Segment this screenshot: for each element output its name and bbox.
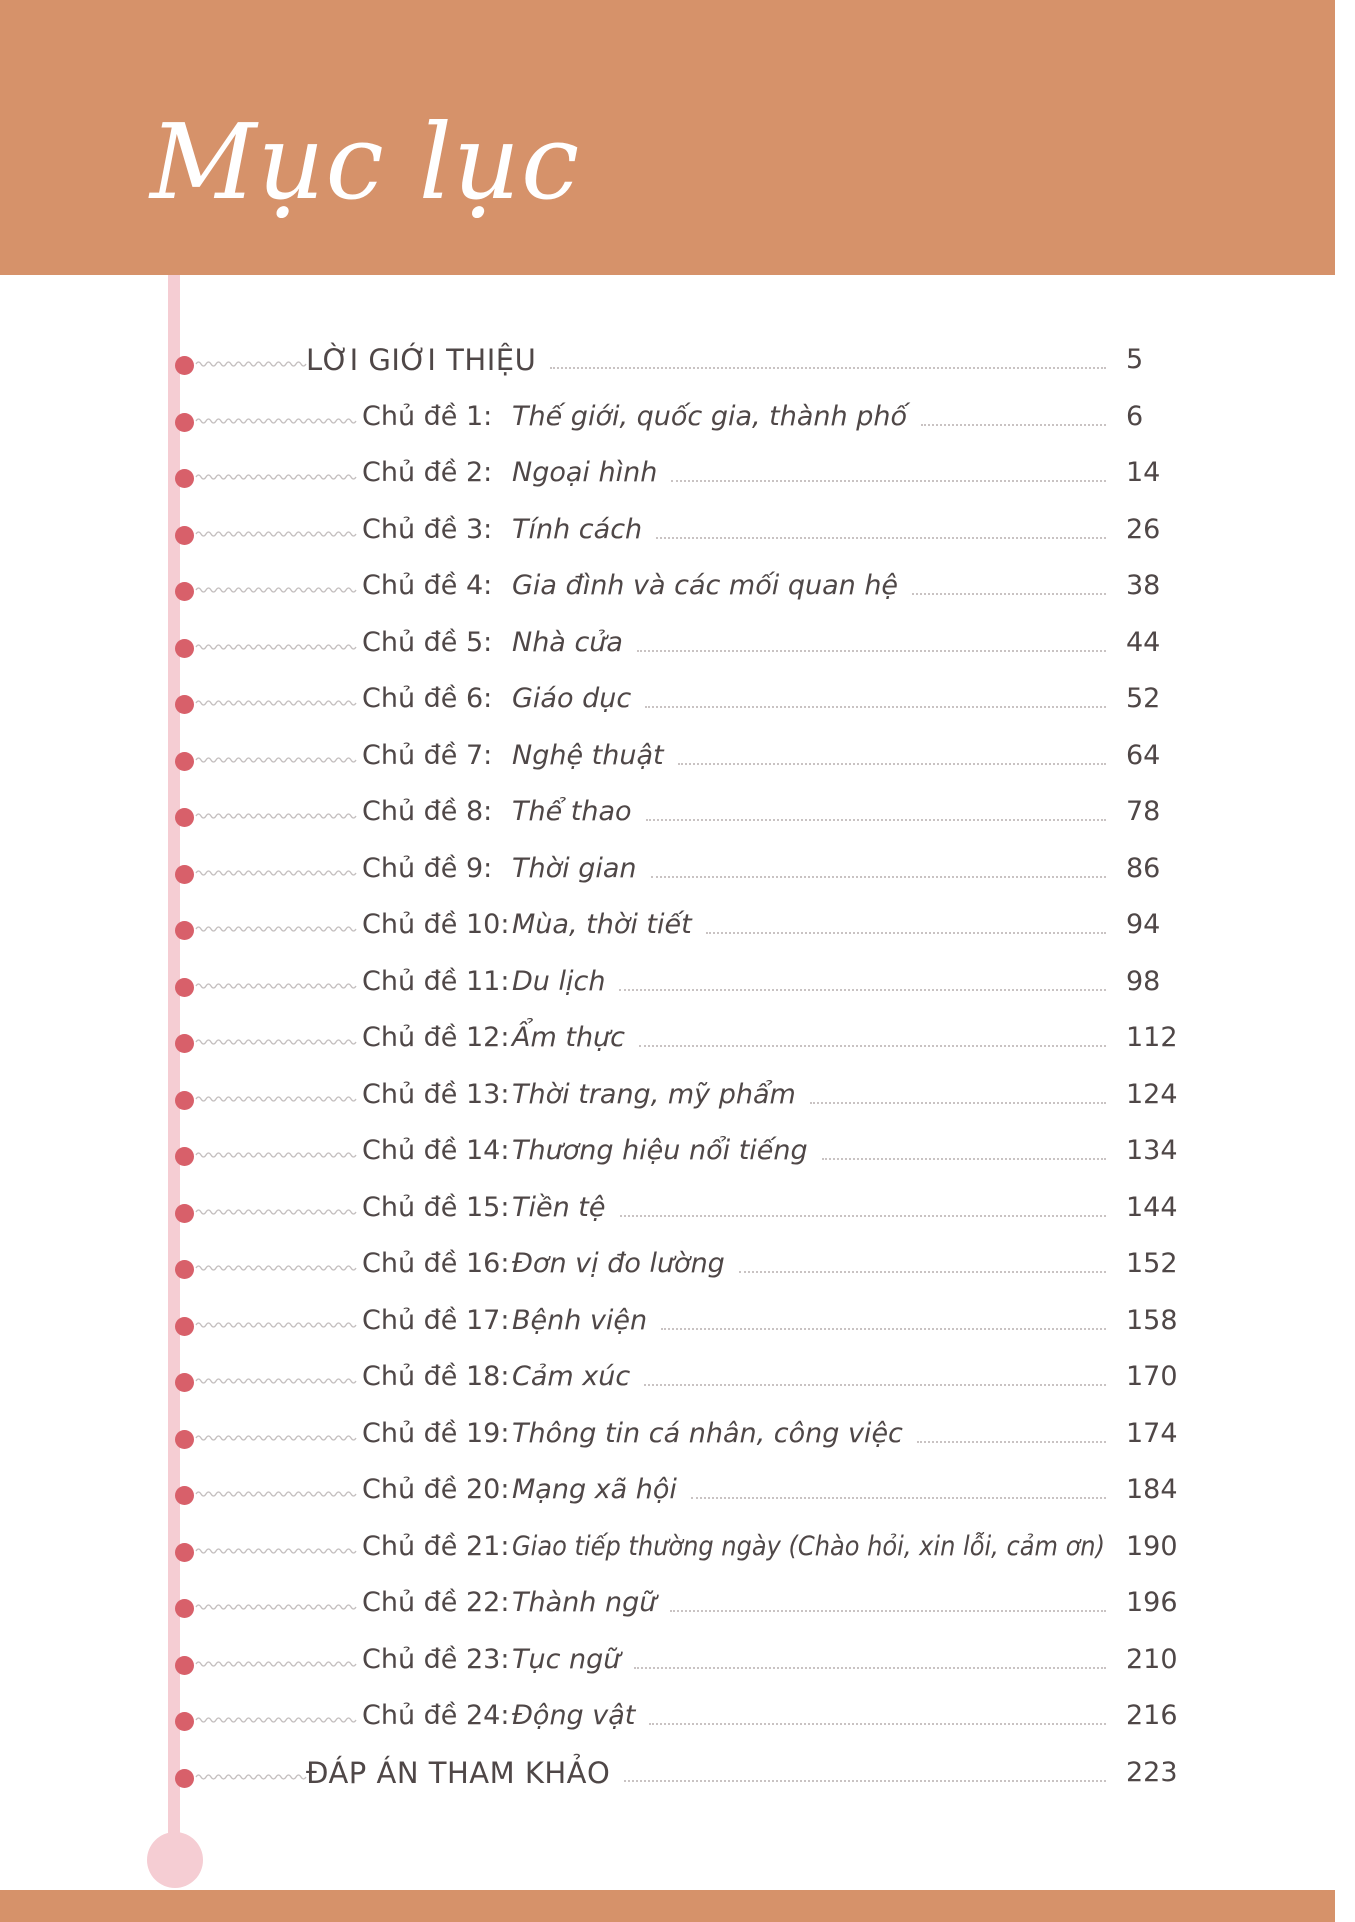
chapter-number: Chủ đề 21: — [362, 1531, 510, 1562]
page-number: 124 — [1126, 1079, 1178, 1110]
dot-leader — [691, 1497, 1106, 1499]
wave-connector-icon — [196, 922, 356, 936]
chapter-topic: Nghệ thuật — [512, 740, 664, 771]
bullet-dot — [175, 1543, 194, 1562]
bullet-dot — [175, 921, 194, 940]
bullet-dot — [175, 1656, 194, 1675]
page-number: 64 — [1126, 740, 1161, 771]
chapter-number: Chủ đề 19: — [362, 1418, 510, 1449]
chapter-topic: Du lịch — [512, 966, 606, 997]
page-number: 5 — [1126, 344, 1144, 375]
bullet-dot — [175, 1769, 194, 1788]
toc-chapter-entry[interactable] — [0, 1411, 1355, 1467]
toc-chapter-entry[interactable] — [0, 1298, 1355, 1354]
chapter-topic: Thế giới, quốc gia, thành phố — [512, 401, 907, 432]
dot-leader — [917, 1441, 1106, 1443]
page-number: 158 — [1126, 1305, 1178, 1336]
page-number: 86 — [1126, 853, 1161, 884]
dot-leader — [810, 1102, 1106, 1104]
dot-leader — [670, 1610, 1106, 1612]
bullet-dot — [175, 1486, 194, 1505]
wave-connector-icon — [196, 1600, 356, 1614]
bullet-dot — [175, 1147, 194, 1166]
page-number: 44 — [1126, 627, 1161, 658]
toc-chapter-entry[interactable] — [0, 789, 1355, 845]
chapter-number: Chủ đề 5: — [362, 627, 493, 658]
dot-leader — [822, 1158, 1106, 1160]
page-number: 26 — [1126, 514, 1161, 545]
chapter-topic: Mạng xã hội — [512, 1474, 677, 1505]
chapter-topic: Gia đình và các mối quan hệ — [512, 570, 899, 601]
wave-connector-icon — [196, 640, 356, 654]
dot-leader — [634, 1667, 1106, 1669]
bullet-dot — [175, 1317, 194, 1336]
chapter-number: Chủ đề 18: — [362, 1361, 510, 1392]
chapter-number: Chủ đề 3: — [362, 514, 493, 545]
toc-chapter-entry[interactable] — [0, 1467, 1355, 1523]
wave-connector-icon — [196, 1657, 356, 1671]
wave-connector-icon — [196, 696, 356, 710]
dot-leader — [550, 367, 1106, 369]
page-number: 6 — [1126, 401, 1144, 432]
toc-chapter-entry[interactable] — [0, 450, 1355, 506]
wave-connector-icon — [196, 357, 298, 371]
dot-leader — [649, 1723, 1106, 1725]
wave-connector-icon — [196, 414, 356, 428]
toc-chapter-entry[interactable] — [0, 394, 1355, 450]
chapter-topic: Giao tiếp thường ngày (Chào hỏi, xin lỗi, cảm ơn) — [512, 1531, 1105, 1562]
page-number: 216 — [1126, 1700, 1178, 1731]
toc-chapter-entry[interactable] — [0, 1185, 1355, 1241]
chapter-topic: Động vật — [512, 1700, 636, 1731]
wave-connector-icon — [196, 1318, 356, 1332]
bullet-dot — [175, 1091, 194, 1110]
chapter-topic: Thời gian — [512, 853, 637, 884]
chapter-topic: Thể thao — [512, 796, 632, 827]
chapter-topic: Thương hiệu nổi tiếng — [512, 1135, 808, 1166]
bullet-dot — [175, 356, 194, 375]
bullet-dot — [175, 526, 194, 545]
chapter-number: Chủ đề 13: — [362, 1079, 510, 1110]
bullet-dot — [175, 978, 194, 997]
wave-connector-icon — [196, 527, 356, 541]
page-number: 223 — [1126, 1757, 1178, 1788]
dot-leader — [656, 537, 1106, 539]
chapter-number: Chủ đề 23: — [362, 1644, 510, 1675]
chapter-number: Chủ đề 22: — [362, 1587, 510, 1618]
page-number: 52 — [1126, 683, 1161, 714]
page-number: 174 — [1126, 1418, 1178, 1449]
chapter-topic: Tiền tệ — [512, 1192, 606, 1223]
toc-chapter-entry[interactable] — [0, 676, 1355, 732]
dot-leader — [651, 876, 1106, 878]
chapter-topic: Bệnh viện — [512, 1305, 648, 1336]
toc-chapter-entry[interactable] — [0, 1072, 1355, 1128]
chapter-number: Chủ đề 11: — [362, 966, 510, 997]
dot-leader — [661, 1328, 1106, 1330]
dot-leader — [620, 1215, 1106, 1217]
wave-connector-icon — [196, 979, 356, 993]
chapter-topic: Tính cách — [512, 514, 643, 545]
chapter-topic: Cảm xúc — [512, 1361, 631, 1392]
toc-chapter-entry[interactable] — [0, 507, 1355, 563]
toc-chapter-entry[interactable] — [0, 1637, 1355, 1693]
page-number: 14 — [1126, 457, 1161, 488]
page-title: Mục lục — [150, 101, 581, 223]
wave-connector-icon — [196, 1092, 356, 1106]
chapter-number: Chủ đề 1: — [362, 401, 493, 432]
chapter-number: Chủ đề 7: — [362, 740, 493, 771]
wave-connector-icon — [196, 583, 356, 597]
toc-chapter-entry[interactable] — [0, 733, 1355, 789]
dot-leader — [637, 650, 1106, 652]
chapter-topic: Mùa, thời tiết — [512, 909, 692, 940]
bullet-dot — [175, 695, 194, 714]
bullet-dot — [175, 1373, 194, 1392]
wave-connector-icon — [196, 1205, 356, 1219]
page-number: 112 — [1126, 1022, 1178, 1053]
chapter-number: Chủ đề 4: — [362, 570, 493, 601]
dot-leader — [644, 1384, 1106, 1386]
bullet-dot — [175, 1034, 194, 1053]
bullet-dot — [175, 1260, 194, 1279]
chapter-topic: Thông tin cá nhân, công việc — [512, 1418, 903, 1449]
dot-leader — [645, 706, 1106, 708]
toc-chapter-entry[interactable] — [0, 1241, 1355, 1297]
chapter-topic: Thành ngữ — [512, 1587, 657, 1618]
toc-chapter-entry[interactable] — [0, 1354, 1355, 1410]
dot-leader — [921, 424, 1106, 426]
page-number: 144 — [1126, 1192, 1178, 1223]
page-number: 78 — [1126, 796, 1161, 827]
page-number: 184 — [1126, 1474, 1178, 1505]
chapter-topic: Thời trang, mỹ phẩm — [512, 1079, 796, 1110]
toc-chapter-entry[interactable] — [0, 902, 1355, 958]
toc-chapter-entry[interactable] — [0, 620, 1355, 676]
dot-leader — [912, 593, 1106, 595]
chapter-number: Chủ đề 17: — [362, 1305, 510, 1336]
wave-connector-icon — [196, 1770, 298, 1784]
toc-chapter-entry[interactable] — [0, 959, 1355, 1015]
dot-leader — [739, 1271, 1106, 1273]
page-number: 38 — [1126, 570, 1161, 601]
chapter-number: Chủ đề 14: — [362, 1135, 510, 1166]
chapter-number: Chủ đề 15: — [362, 1192, 510, 1223]
page-number: 190 — [1126, 1531, 1178, 1562]
page-number: 134 — [1126, 1135, 1178, 1166]
chapter-topic: Nhà cửa — [512, 627, 623, 658]
toc-answers-entry[interactable] — [0, 1750, 1355, 1806]
toc-chapter-entry[interactable] — [0, 1580, 1355, 1636]
wave-connector-icon — [196, 1487, 356, 1501]
dot-leader — [619, 989, 1106, 991]
page-number: 98 — [1126, 966, 1161, 997]
toc-chapter-entry[interactable] — [0, 1015, 1355, 1071]
bullet-dot — [175, 413, 194, 432]
bullet-dot — [175, 808, 194, 827]
chapter-topic: Ẩm thực — [512, 1022, 626, 1053]
chapter-number: Chủ đề 9: — [362, 853, 493, 884]
wave-connector-icon — [196, 1431, 356, 1445]
wave-connector-icon — [196, 470, 356, 484]
dot-leader — [671, 480, 1106, 482]
bullet-dot — [175, 469, 194, 488]
dot-leader — [706, 932, 1106, 934]
chapter-number: Chủ đề 16: — [362, 1248, 510, 1279]
wave-connector-icon — [196, 809, 356, 823]
dot-leader — [646, 819, 1106, 821]
chapter-number: Chủ đề 20: — [362, 1474, 510, 1505]
toc-chapter-entry[interactable] — [0, 1128, 1355, 1184]
wave-connector-icon — [196, 1713, 356, 1727]
section-label: LỜI GIỚI THIỆU — [306, 343, 537, 377]
page-number: 170 — [1126, 1361, 1178, 1392]
dot-leader — [624, 1780, 1106, 1782]
wave-connector-icon — [196, 1374, 356, 1388]
chapter-topic: Tục ngữ — [512, 1644, 621, 1675]
wave-connector-icon — [196, 1035, 356, 1049]
dot-leader — [639, 1045, 1106, 1047]
bullet-dot — [175, 1204, 194, 1223]
chapter-number: Chủ đề 8: — [362, 796, 493, 827]
bullet-dot — [175, 865, 194, 884]
bullet-dot — [175, 752, 194, 771]
chapter-topic: Ngoại hình — [512, 457, 658, 488]
wave-connector-icon — [196, 1148, 356, 1162]
page-number: 210 — [1126, 1644, 1178, 1675]
page-number: 196 — [1126, 1587, 1178, 1618]
toc-chapter-entry[interactable] — [0, 1693, 1355, 1749]
bullet-dot — [175, 639, 194, 658]
toc-chapter-entry[interactable] — [0, 1524, 1355, 1580]
bullet-dot — [175, 1599, 194, 1618]
toc-intro-entry[interactable] — [0, 337, 1355, 393]
wave-connector-icon — [196, 1544, 356, 1558]
chapter-number: Chủ đề 6: — [362, 683, 493, 714]
dot-leader — [678, 763, 1106, 765]
bullet-dot — [175, 1430, 194, 1449]
bullet-dot — [175, 1712, 194, 1731]
chapter-topic: Đơn vị đo lường — [512, 1248, 725, 1279]
page-number: 94 — [1126, 909, 1161, 940]
chapter-number: Chủ đề 24: — [362, 1700, 510, 1731]
wave-connector-icon — [196, 753, 356, 767]
bullet-dot — [175, 582, 194, 601]
toc-chapter-entry[interactable] — [0, 846, 1355, 902]
wave-connector-icon — [196, 1261, 356, 1275]
wave-connector-icon — [196, 866, 356, 880]
chapter-topic: Giáo dục — [512, 683, 632, 714]
section-label: ĐÁP ÁN THAM KHẢO — [306, 1756, 611, 1790]
chapter-number: Chủ đề 2: — [362, 457, 493, 488]
chapter-number: Chủ đề 10: — [362, 909, 510, 940]
page-number: 152 — [1126, 1248, 1178, 1279]
chapter-number: Chủ đề 12: — [362, 1022, 510, 1053]
toc-chapter-entry[interactable] — [0, 563, 1355, 619]
